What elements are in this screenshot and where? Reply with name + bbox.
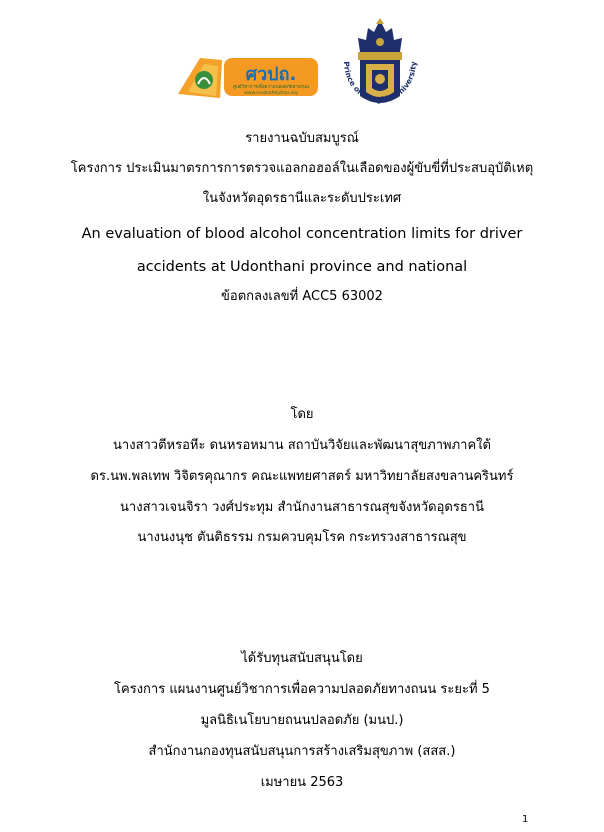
- project-title-en: An evaluation of blood alcohol concentration limits for driver: [81, 226, 523, 242]
- logo-url: www.roadsafetythai.org: [244, 91, 298, 96]
- project-title-th-cont: ในจังหวัดอุดรธานีและระดับประเทศ: [202, 191, 402, 206]
- author-3: นางสาวเจนจิรา วงศ์ประทุม สำนักงานสาธารณสุขจังหวัดอุดรธานี: [120, 500, 484, 515]
- author-1: นางสาวตีหรอหีะ ดนหรอหมาน สถาบันวิจัยและพัฒนาสุขภาพภาคใต้: [113, 438, 491, 453]
- logo-title: ศวปถ.: [245, 64, 297, 85]
- project-title-en-cont: accidents at Udonthani province and national: [136, 259, 468, 275]
- report-type: รายงานฉบับสมบูรณ์: [245, 131, 359, 146]
- author-4: นางนงนุช ตันติธรรม กรมควบคุมโรค กระทรวงสาธารณสุข: [137, 530, 467, 545]
- psu-seal-logo: [330, 18, 430, 130]
- funder-2: มูลนิธิเนโยบายถนนปลอดภัย (มนป.): [200, 713, 404, 728]
- author-2: ดร.นพ.พลเทพ วิจิตรคุณากร คณะแพทยศาสตร์ มหาวิทยาลัยสงขลานครินทร์: [90, 469, 514, 484]
- funder-1: โครงการ แผนงานศูนย์วิชาการเพื่อความปลอดภัยทางถนน ระยะที่ 5: [114, 682, 490, 697]
- roadsafety-logo: [174, 54, 322, 100]
- seal-arc-text: Prince of Songkla University: [341, 61, 419, 105]
- report-date: เมษายน 2563: [260, 775, 344, 790]
- agreement-number: ข้อตกลงเลขที่ ACC5 63002: [221, 289, 383, 304]
- by-label: โดย: [290, 407, 314, 422]
- project-title-th: โครงการ ประเมินมาตรการการตรวจแอลกอฮอล์ในเลือดของผู้ขับขี่ที่ประสบอุบัติเหตุ: [70, 161, 534, 176]
- funder-3: สำนักงานกองทุนสนับสนุนการสร้างเสริมสุขภาพ (สสส.): [148, 744, 456, 759]
- funding-label: ได้รับทุนสนับสนุนโดย: [241, 651, 363, 666]
- logo-subtitle: ศูนย์วิชาการเพื่อความปลอดภัยทางถนน: [233, 85, 309, 90]
- page-number: 1: [522, 814, 529, 825]
